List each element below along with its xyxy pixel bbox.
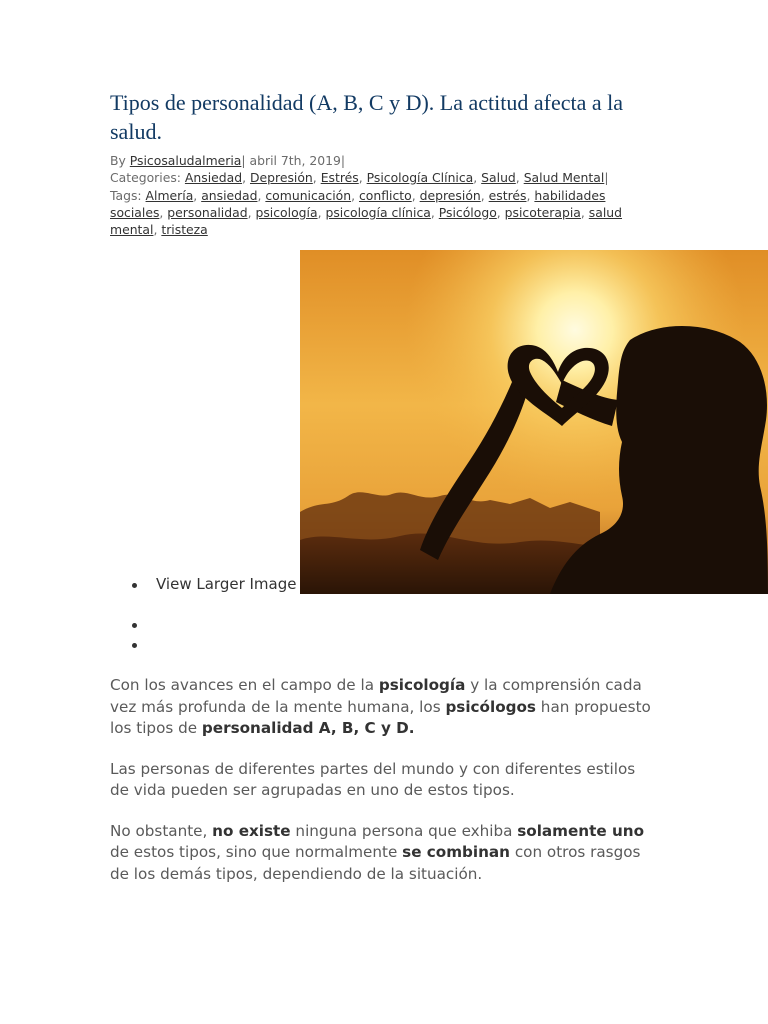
paragraph-2: Las personas de diferentes partes del mundo y con diferentes estilos de vida pueden ser agrupadas en uno de estos tipos.: [110, 759, 636, 799]
post-title: Tipos de personalidad (A, B, C y D). La actitud afecta a la salud.: [110, 90, 623, 144]
date-separator: |: [241, 153, 250, 168]
author-link[interactable]: Psicosaludalmeria: [129, 153, 242, 168]
tag-link[interactable]: psicología clínica: [325, 204, 431, 220]
text: No obstante,: [110, 821, 213, 840]
tag-link[interactable]: habilidades sociales: [110, 187, 606, 220]
comma-separator: ,: [358, 170, 367, 186]
comma-separator: ,: [193, 187, 202, 203]
bold-text: se combinan: [402, 843, 510, 861]
comma-separator: ,: [580, 204, 589, 220]
comma-separator: ,: [257, 187, 266, 203]
image-gallery-list: [110, 574, 296, 654]
tags-list: [110, 188, 622, 238]
text: han propuesto los tipos de: [110, 697, 651, 737]
bold-text: solamente uno: [517, 821, 645, 840]
tag-link[interactable]: psicología: [255, 204, 318, 220]
comma-separator: ,: [430, 204, 439, 220]
comma-separator: ,: [153, 222, 162, 238]
list-item: [110, 634, 296, 654]
comma-separator: ,: [159, 204, 168, 220]
post-meta: [110, 152, 630, 238]
text: con otros rasgos de los demás tipos, dependiendo de la situación.: [110, 843, 641, 883]
tag-link[interactable]: Psicólogo: [438, 204, 497, 220]
text: ninguna persona que exhiba: [290, 821, 518, 840]
list-item: [110, 614, 296, 634]
tag-link[interactable]: depresión: [419, 187, 481, 203]
bold-text: psicología: [378, 676, 466, 694]
comma-separator: ,: [242, 170, 250, 186]
end-separator: |: [604, 170, 609, 186]
text: de estos tipos, sino que normalmente: [110, 843, 403, 861]
category-link[interactable]: Depresión: [249, 170, 313, 186]
comma-separator: ,: [515, 170, 524, 186]
text: y la comprensión cada vez más profunda de la mente humana, los: [110, 676, 642, 716]
comma-separator: ,: [317, 204, 326, 220]
comma-separator: ,: [473, 170, 482, 186]
tag-link[interactable]: tristeza: [161, 222, 208, 238]
category-link[interactable]: Salud: [481, 170, 516, 186]
featured-image[interactable]: [300, 250, 768, 594]
comma-separator: ,: [526, 187, 535, 203]
tag-link[interactable]: estrés: [488, 187, 527, 203]
tags-row: [110, 187, 630, 239]
tag-link[interactable]: comunicación: [265, 187, 352, 203]
tag-link[interactable]: psicoterapia: [504, 204, 581, 220]
categories-label: Categories:: [110, 170, 185, 186]
categories-row: [110, 169, 630, 186]
bold-text: psicólogos: [445, 697, 536, 716]
post-content: [110, 675, 655, 904]
category-link[interactable]: Estrés: [320, 170, 359, 186]
comma-separator: ,: [351, 187, 359, 203]
sunset-heart-hands-photo: [300, 250, 768, 594]
categories-list: [185, 170, 604, 185]
bold-text: personalidad A, B, C y D.: [201, 719, 415, 737]
tag-link[interactable]: personalidad: [167, 204, 248, 220]
paragraph-3: [110, 821, 655, 886]
category-link[interactable]: Salud Mental: [523, 170, 605, 186]
tag-link[interactable]: conflicto: [358, 187, 412, 203]
end-separator: |: [340, 153, 346, 168]
comma-separator: ,: [312, 170, 321, 186]
category-link[interactable]: Ansiedad: [184, 170, 243, 186]
view-larger-image-link[interactable]: View Larger Image: [156, 575, 297, 593]
comma-separator: ,: [411, 187, 420, 203]
category-link[interactable]: Psicología Clínica: [366, 170, 474, 186]
paragraph-1: [110, 675, 655, 740]
tag-link[interactable]: Almería: [145, 187, 194, 203]
comma-separator: ,: [480, 187, 489, 203]
tag-link[interactable]: ansiedad: [201, 187, 258, 203]
tag-link[interactable]: salud mental: [110, 204, 623, 238]
comma-separator: ,: [496, 204, 505, 220]
post-date: abril 7th, 2019: [249, 153, 341, 168]
view-larger-image-item: [110, 574, 296, 595]
bold-text: no existe: [212, 821, 291, 840]
comma-separator: ,: [247, 204, 256, 220]
byline: [110, 152, 630, 169]
by-label: By: [110, 153, 130, 168]
tags-label: Tags:: [110, 187, 146, 203]
text: Con los avances en el campo de la: [110, 676, 379, 694]
